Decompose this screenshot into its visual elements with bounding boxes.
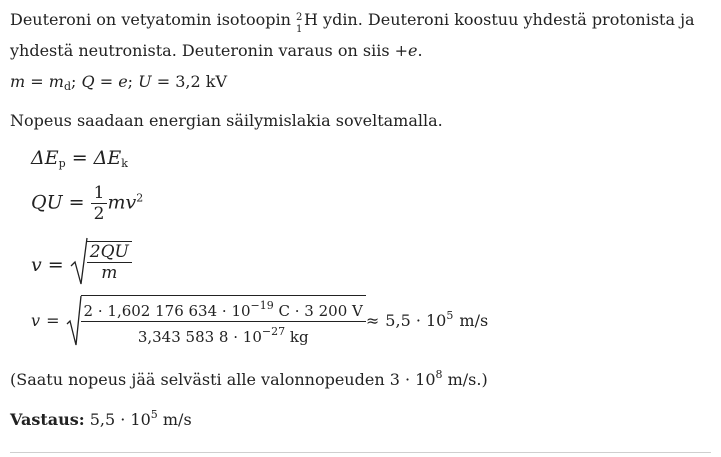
eq4-num-mantissa: 2 · 1,602 176 634 · 10 xyxy=(83,302,251,320)
eq4-den-mantissa: 3,343 583 8 · 10 xyxy=(137,328,262,346)
eq4-result-exponent: 5 xyxy=(446,309,454,322)
eq1-lhs: ΔE xyxy=(31,147,59,169)
eq2-lhs: QU xyxy=(31,191,63,214)
nuclide-mass-number: 2 xyxy=(295,12,303,23)
eq3-lhs: v xyxy=(31,254,42,276)
equation-velocity-formula xyxy=(31,236,132,288)
intro-period: . xyxy=(417,41,423,60)
intro-text-1-rest: ydin. Deuteroni koostuu yhdestä protonista ja xyxy=(323,10,695,29)
answer-label: Vastaus: xyxy=(10,410,85,429)
given-md: m xyxy=(48,72,64,91)
eq4-den-unit: kg xyxy=(285,328,309,346)
given-eq-1: = xyxy=(30,72,44,91)
eq4-numerator xyxy=(81,296,366,322)
eq2-numerator: 1 xyxy=(91,183,108,204)
eq4-approx: ≈ xyxy=(365,311,380,330)
answer-unit: m/s xyxy=(162,410,192,429)
intro-line-2 xyxy=(10,40,423,62)
eq4-den-exponent: −27 xyxy=(261,325,286,338)
given-eq-3: = xyxy=(156,72,171,91)
eq3-sqrt-icon xyxy=(70,236,88,288)
eq4-denominator xyxy=(81,322,366,347)
note-line xyxy=(10,364,488,391)
given-u: U xyxy=(138,72,152,91)
eq3-numerator: 2QU xyxy=(87,242,132,263)
equation-velocity-numeric xyxy=(31,294,488,348)
method-text: Nopeus saadaan energian säilymislakia soveltamalla. xyxy=(10,111,443,130)
given-q: Q xyxy=(81,72,95,91)
eq2-denominator: 2 xyxy=(93,204,105,224)
eq3-fraction xyxy=(87,241,132,283)
nuclide-notation xyxy=(295,11,304,35)
eq4-num-units: C · 3 200 V xyxy=(273,302,363,320)
answer-value: 5,5 · 10 xyxy=(89,410,151,429)
eq2-fraction xyxy=(91,183,108,224)
note-unit: m/s.) xyxy=(447,370,488,389)
intro-text-2: yhdestä neutronista. Deuteronin varaus on siis xyxy=(10,41,390,60)
nuclide-atomic-number: 1 xyxy=(295,24,303,35)
equation-work-energy xyxy=(31,183,143,224)
eq4-num-exponent: −19 xyxy=(250,299,274,312)
eq4-equals: = xyxy=(46,311,60,330)
eq2-rhs: mv xyxy=(107,191,137,214)
intro-text-1: Deuteroni on vetyatomin isotoopin xyxy=(10,10,291,29)
eq4-result-unit: m/s xyxy=(459,311,489,330)
eq2-exponent: 2 xyxy=(136,191,144,205)
eq1-equals: = xyxy=(71,147,88,169)
eq4-sqrt-icon xyxy=(66,294,82,348)
eq4-lhs: v xyxy=(31,311,41,330)
charge-value: +e xyxy=(394,41,418,60)
nuclide-symbol: H xyxy=(303,10,318,29)
answer-line xyxy=(10,404,192,431)
given-eq-2: = xyxy=(99,72,114,91)
intro-line-1 xyxy=(10,9,695,35)
given-sep-2: ; xyxy=(127,72,134,91)
eq4-fraction xyxy=(81,295,366,347)
bottom-divider xyxy=(10,452,711,453)
note-value: 3 · 10 xyxy=(389,370,436,389)
given-u-value: 3,2 kV xyxy=(175,72,227,91)
eq3-denominator: m xyxy=(101,263,118,283)
equation-energy-conservation xyxy=(31,147,128,170)
eq1-rhs-sub: k xyxy=(121,157,128,170)
note-exponent: 8 xyxy=(435,368,443,381)
given-e: e xyxy=(118,72,128,91)
given-md-sub: d xyxy=(63,80,71,93)
note-text: (Saatu nopeus jää selvästi alle valonnopeuden xyxy=(10,370,385,389)
eq3-equals: = xyxy=(47,254,64,276)
answer-exponent: 5 xyxy=(150,408,158,421)
given-values xyxy=(10,71,227,98)
eq1-rhs: ΔE xyxy=(93,147,122,169)
eq4-result: 5,5 · 10 xyxy=(385,311,447,330)
given-m: m xyxy=(10,72,26,91)
given-sep-1: ; xyxy=(70,72,77,91)
eq1-lhs-sub: p xyxy=(58,157,66,170)
eq2-equals: = xyxy=(68,191,85,214)
